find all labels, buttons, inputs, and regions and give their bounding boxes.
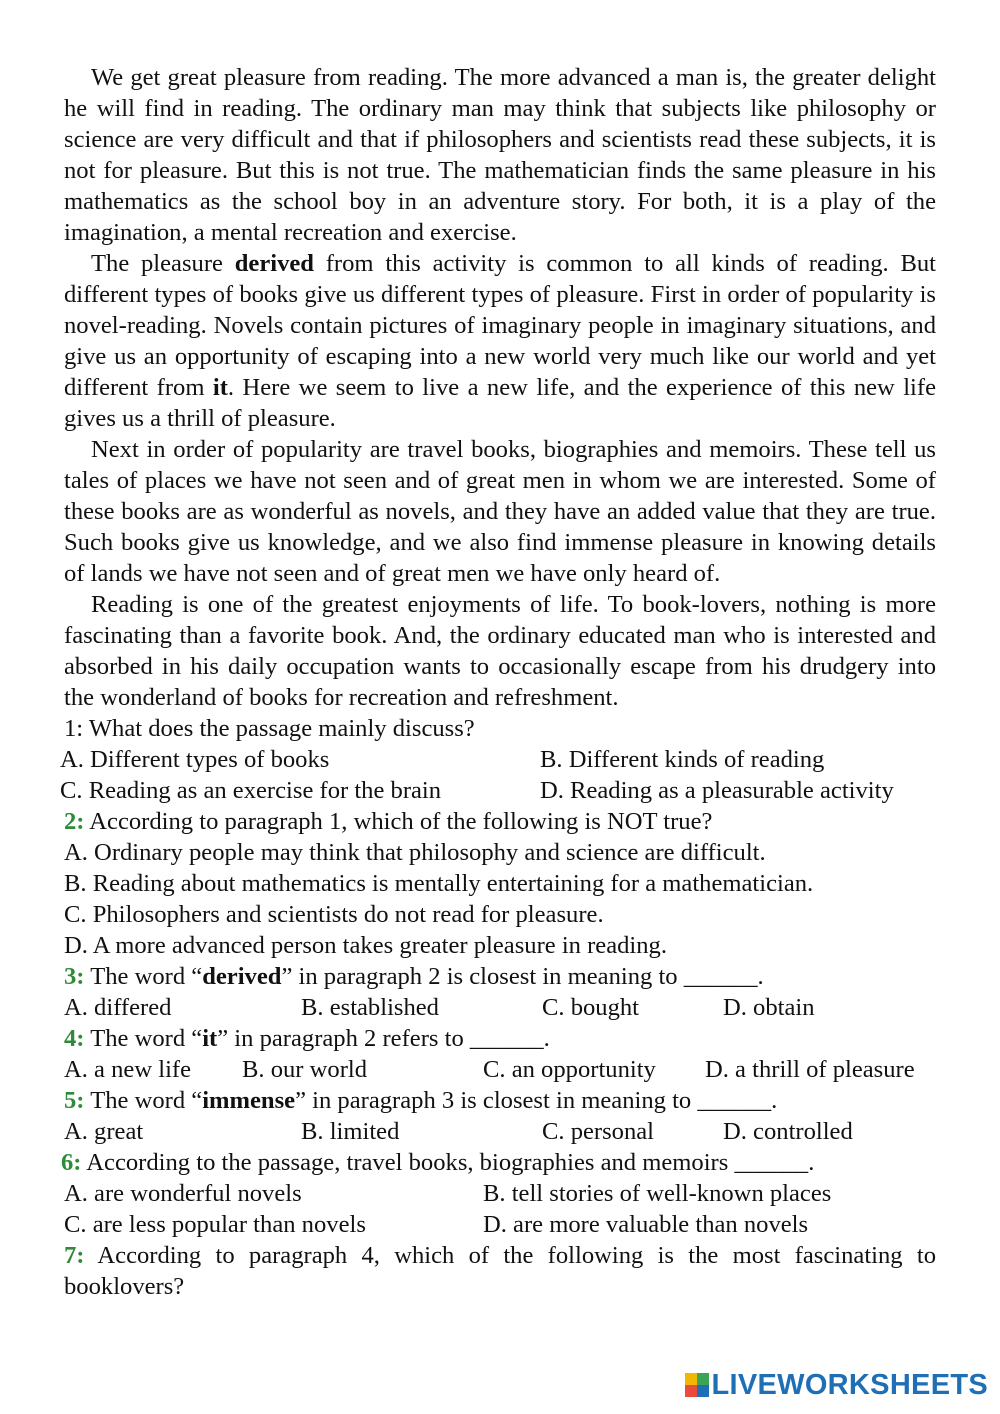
question-1 <box>64 713 936 744</box>
question-4-text-pre: The word “ <box>84 1025 203 1052</box>
q6-option-b[interactable]: B. tell stories of well-known places <box>483 1180 832 1207</box>
question-2 <box>64 806 936 837</box>
q1-option-b[interactable]: B. Different kinds of reading <box>540 746 825 773</box>
question-7 <box>64 1240 936 1302</box>
question-3-options <box>64 992 936 1023</box>
paragraph-2-text-a: The pleasure <box>91 250 235 277</box>
liveworksheets-logo <box>685 1368 989 1402</box>
q1-option-a[interactable]: A. Different types of books <box>60 746 330 773</box>
q4-option-d[interactable]: D. a thrill of pleasure <box>705 1056 915 1083</box>
question-4-text-post: ” in paragraph 2 refers to ______. <box>217 1025 550 1052</box>
logo-square-red <box>685 1385 697 1397</box>
q6-option-c[interactable]: C. are less popular than novels <box>64 1211 366 1238</box>
question-4-number: 4: <box>64 1025 85 1052</box>
q3-option-d[interactable]: D. obtain <box>723 994 815 1021</box>
question-5 <box>64 1085 936 1116</box>
question-4-keyword: it <box>202 1025 218 1052</box>
question-5-text-pre: The word “ <box>84 1087 203 1114</box>
q2-option-b[interactable]: B. Reading about mathematics is mentally entertaining for a mathematician. <box>64 870 814 897</box>
question-5-options <box>64 1116 936 1147</box>
q2-option-d[interactable]: D. A more advanced person takes greater pleasure in reading. <box>64 932 667 959</box>
q1-option-c[interactable]: C. Reading as an exercise for the brain <box>60 777 442 804</box>
question-1-text: 1: What does the passage mainly discuss? <box>64 715 475 742</box>
question-3-keyword: derived <box>202 963 282 990</box>
question-2-text: According to paragraph 1, which of the following is NOT true? <box>84 808 713 835</box>
question-4 <box>64 1023 936 1054</box>
paragraph-2-text-b: from this activity is common to all kinds of reading. But different types of books give us different types of pleasure. First in order of popularity is novel-reading. Novels contain pictures of imaginary people in imaginary situations, and give us an opportunity of escaping into a new world very much like our world and yet different from <box>64 250 937 401</box>
question-6-options <box>64 1178 936 1240</box>
paragraph-3 <box>64 434 936 589</box>
bold-word-derived: derived <box>234 250 314 277</box>
question-7-text: According to paragraph 4, which of the following is the most fascinating to booklovers? <box>64 1242 936 1300</box>
q6-option-a[interactable]: A. are wonderful novels <box>64 1180 302 1207</box>
q5-option-d[interactable]: D. controlled <box>723 1118 853 1145</box>
question-5-number: 5: <box>64 1087 85 1114</box>
question-6 <box>61 1147 936 1178</box>
logo-square-green <box>697 1373 709 1385</box>
q4-option-a[interactable]: A. a new life <box>64 1056 192 1083</box>
question-6-text: According to the passage, travel books, biographies and memoirs ______. <box>81 1149 815 1176</box>
q1-option-d[interactable]: D. Reading as a pleasurable activity <box>540 777 894 804</box>
bold-word-it: it <box>212 374 228 401</box>
q2-option-a[interactable]: A. Ordinary people may think that philosophy and science are difficult. <box>64 839 766 866</box>
paragraph-4 <box>64 589 936 713</box>
question-7-number: 7: <box>64 1242 85 1269</box>
question-3-text-pre: The word “ <box>84 963 203 990</box>
paragraph-1-text: We get great pleasure from reading. The more advanced a man is, the greater delight he will find in reading. The ordinary man may think that subjects like philosophy or science are very difficult and that if philosophers and scientists read these subjects, it is not for pleasure. But this is not true. The mathematician finds the same pleasure in his mathematics as the school boy in an adventure story. For both, it is a play of the imagination, a mental recreation and exercise. <box>64 64 936 246</box>
q3-option-a[interactable]: A. differed <box>64 994 172 1021</box>
q3-option-c[interactable]: C. bought <box>542 994 640 1021</box>
question-5-text-post: ” in paragraph 3 is closest in meaning to ______. <box>295 1087 778 1114</box>
question-3-text-post: ” in paragraph 2 is closest in meaning to ______. <box>281 963 764 990</box>
worksheet-page <box>60 62 937 1302</box>
liveworksheets-logo-icon <box>685 1373 709 1397</box>
q5-option-a[interactable]: A. great <box>64 1118 144 1145</box>
paragraph-4-text: Reading is one of the greatest enjoyments of life. To book-lovers, nothing is more fascinating than a favorite book. And, the ordinary educated man who is interested and absorbed in his daily occupation wants to occasionally escape from his drudgery into the wonderland of books for recreation and refreshment. <box>64 591 936 711</box>
q4-option-c[interactable]: C. an opportunity <box>483 1056 656 1083</box>
q5-option-b[interactable]: B. limited <box>301 1118 400 1145</box>
question-5-keyword: immense <box>202 1087 296 1114</box>
paragraph-2-text-c: . Here we seem to live a new life, and the experience of this new life gives us a thrill of pleasure. <box>64 374 936 432</box>
paragraph-2 <box>64 248 936 434</box>
question-4-options <box>64 1054 936 1085</box>
liveworksheets-logo-text: LIVEWORKSHEETS <box>711 1368 988 1401</box>
question-3-number: 3: <box>64 963 85 990</box>
question-2-number: 2: <box>64 808 85 835</box>
q2-option-c[interactable]: C. Philosophers and scientists do not read for pleasure. <box>64 901 604 928</box>
logo-square-yellow <box>685 1373 697 1385</box>
q6-option-d[interactable]: D. are more valuable than novels <box>483 1211 809 1238</box>
q5-option-c[interactable]: C. personal <box>542 1118 655 1145</box>
paragraph-1 <box>64 62 936 248</box>
question-1-options <box>60 744 936 806</box>
question-6-number: 6: <box>61 1149 82 1176</box>
q3-option-b[interactable]: B. established <box>301 994 439 1021</box>
paragraph-3-text: Next in order of popularity are travel books, biographies and memoirs. These tell us tales of places we have not seen and of great men in whom we are interested. Some of these books are as wonderful as novels, and they have an added value that they are true. Such books give us knowledge, and we also find immense pleasure in knowing details of lands we have not seen and of great men we have only heard of. <box>64 436 936 587</box>
question-3 <box>64 961 936 992</box>
logo-square-blue <box>697 1385 709 1397</box>
q4-option-b[interactable]: B. our world <box>242 1056 368 1083</box>
